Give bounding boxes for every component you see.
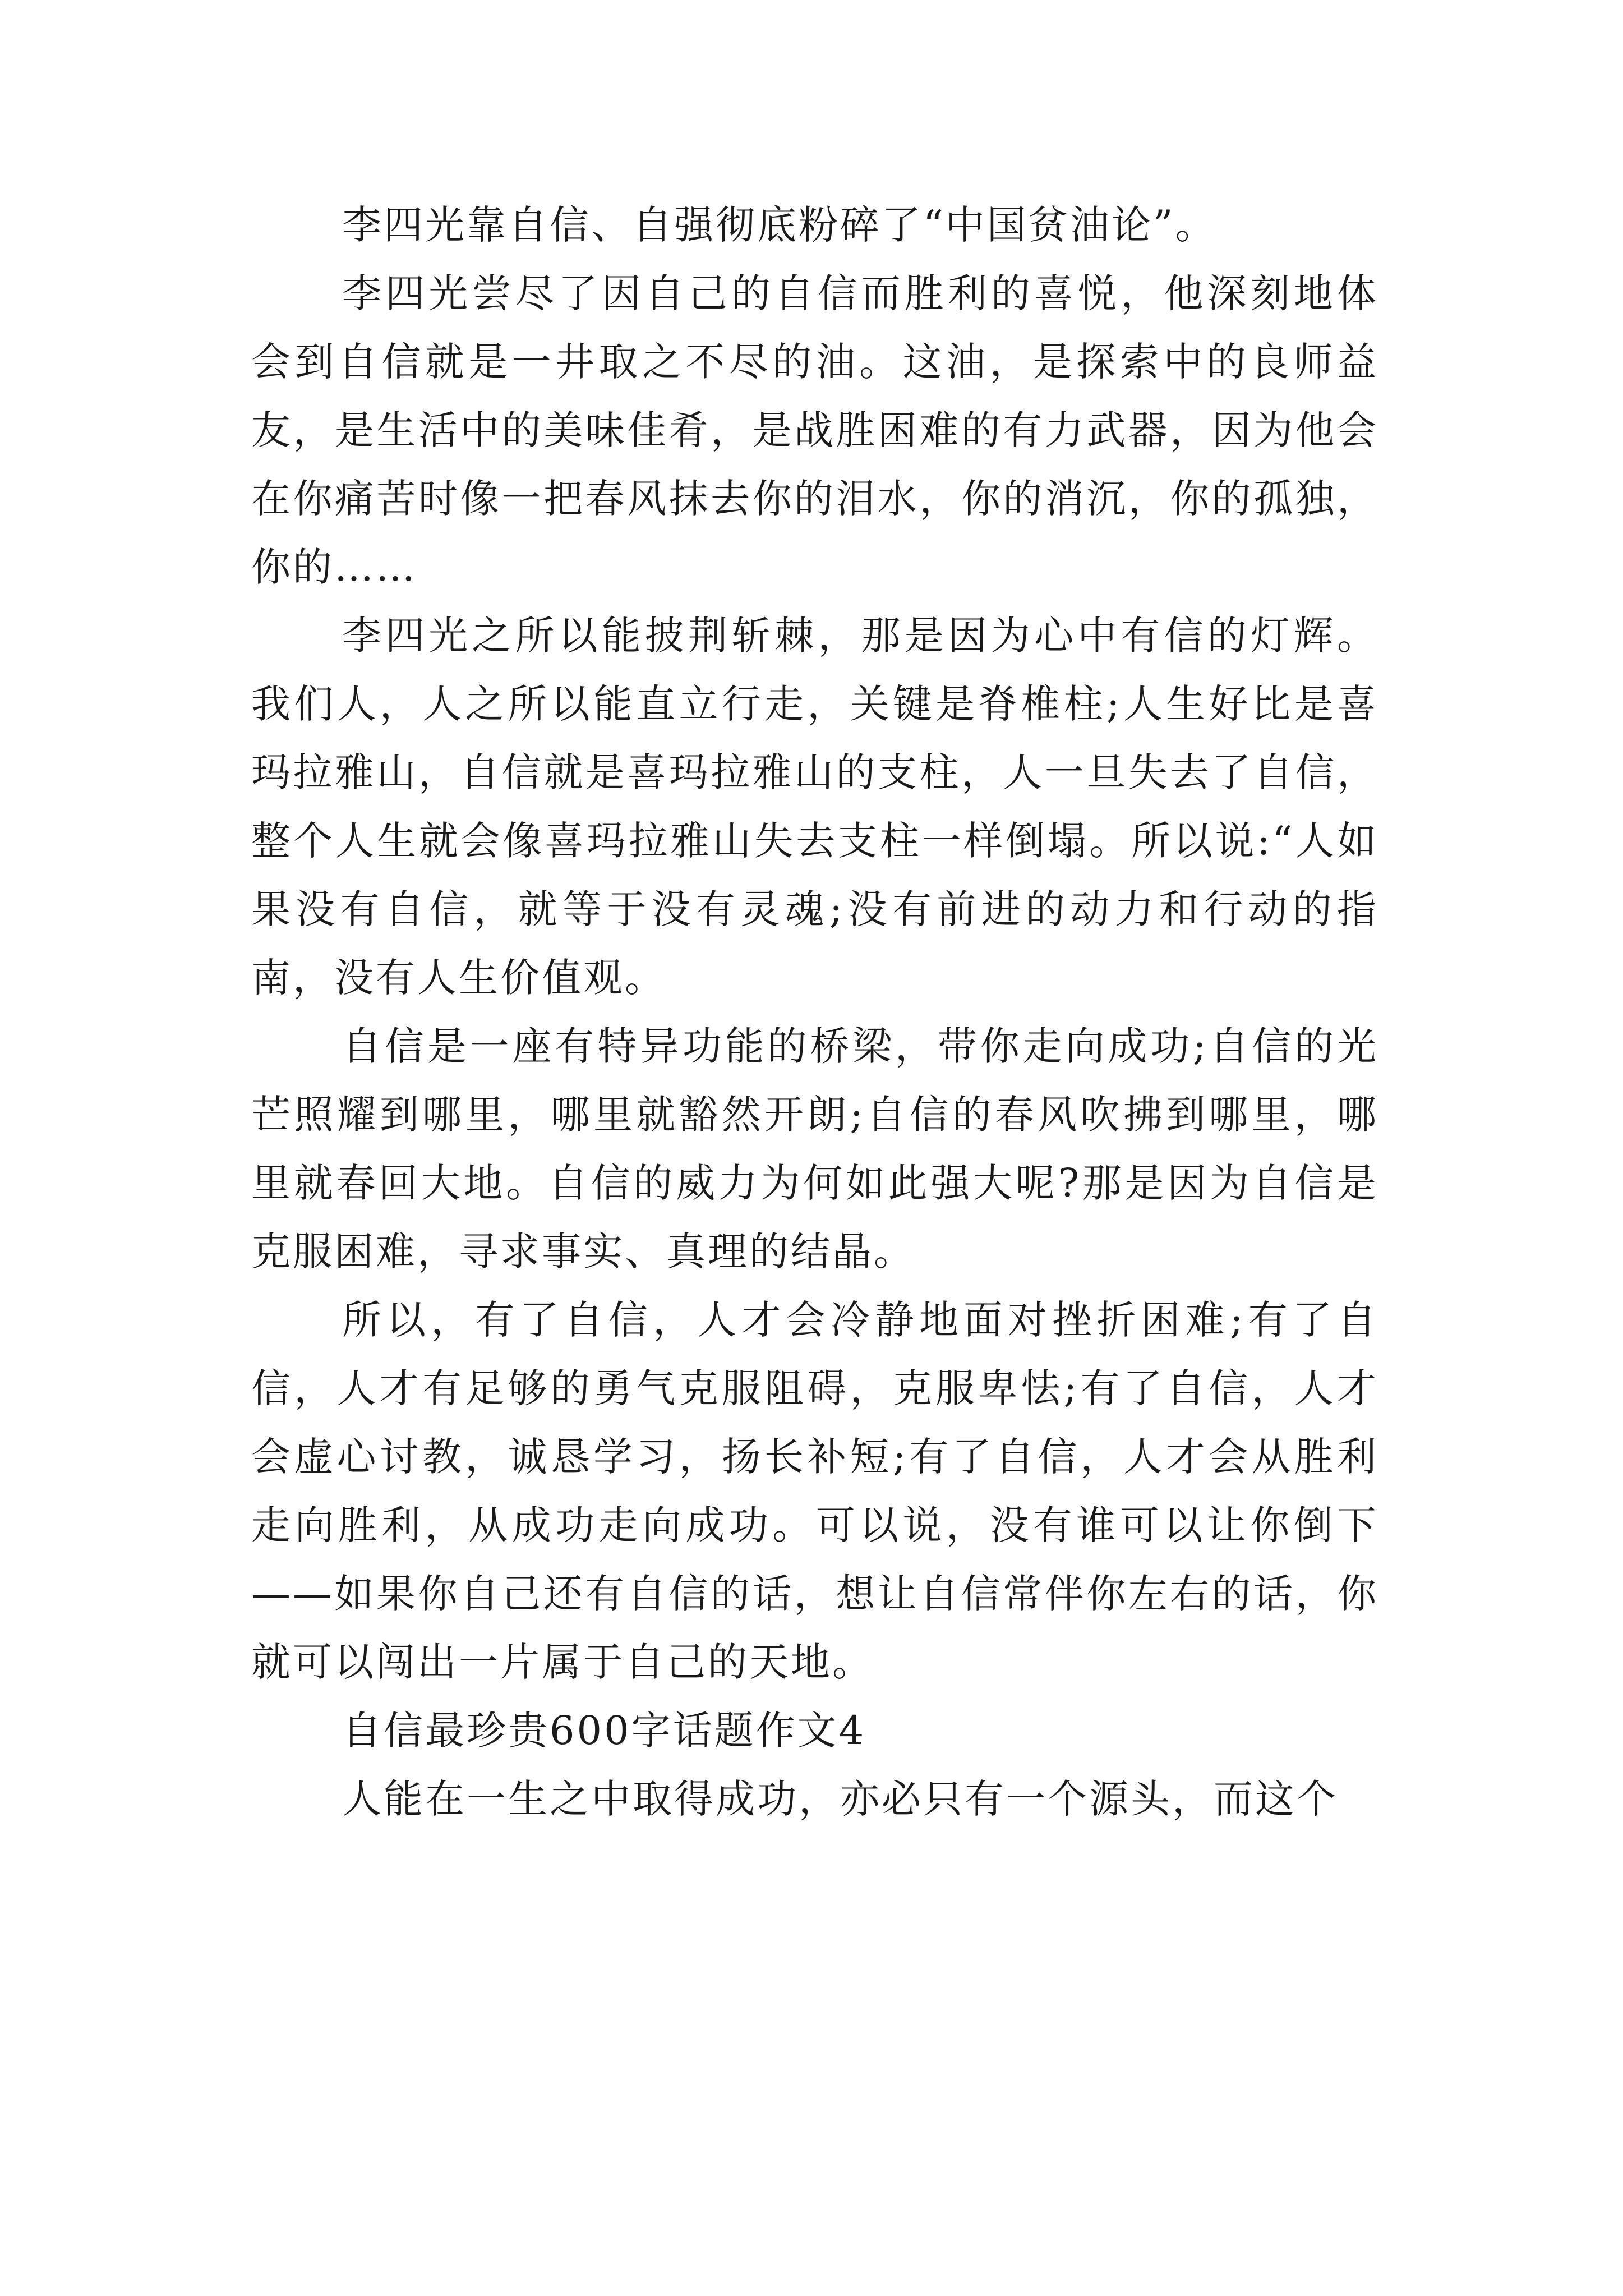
paragraph-1: 李四光靠自信、自强彻底粉碎了“中国贫油论”。 xyxy=(342,202,1217,248)
document-body xyxy=(251,191,1378,1833)
paragraph-2: 李四光尝尽了因自己的自信而胜利的喜悦，他深刻地体会到自信就是一井取之不尽的油。这油，是探索中的良师益友，是生活中的美味佳肴，是战胜困难的有力武器，因为他会在你痛苦时像一把春风抹去你的泪水，你的消沉，你的孤独，你的…… xyxy=(251,270,1378,590)
paragraph-5: 所以，有了自信，人才会冷静地面对挫折困难;有了自信，人才有足够的勇气克服阻碍，克服卑怯;有了自信，人才会虚心讨教，诚恳学习，扬长补短;有了自信，人才会从胜利走向胜利，从成功走向成功。可以说，没有谁可以让你倒下——如果你自己还有自信的话，想让自信常伴你左右的话，你就可以闯出一片属于自己的天地。 xyxy=(251,1297,1378,1685)
paragraph-3: 李四光之所以能披荆斩棘，那是因为心中有信的灯辉。我们人，人之所以能直立行走，关键是脊椎柱;人生好比是喜玛拉雅山，自信就是喜玛拉雅山的支柱，人一旦失去了自信，整个人生就会像喜玛拉雅山失去支柱一样倒塌。所以说:“人如果没有自信，就等于没有灵魂;没有前进的动力和行动的指南，没有人生价值观。 xyxy=(251,613,1378,1001)
paragraph-6: 人能在一生之中取得成功，亦必只有一个源头，而这个 xyxy=(342,1776,1338,1822)
section-heading: 自信最珍贵600字话题作文4 xyxy=(342,1708,866,1754)
paragraph-4: 自信是一座有特异功能的桥梁，带你走向成功;自信的光芒照耀到哪里，哪里就豁然开朗;自信的春风吹拂到哪里，哪里就春回大地。自信的威力为何如此强大呢?那是因为自信是克服困难，寻求事实、真理的结晶。 xyxy=(251,1023,1378,1274)
